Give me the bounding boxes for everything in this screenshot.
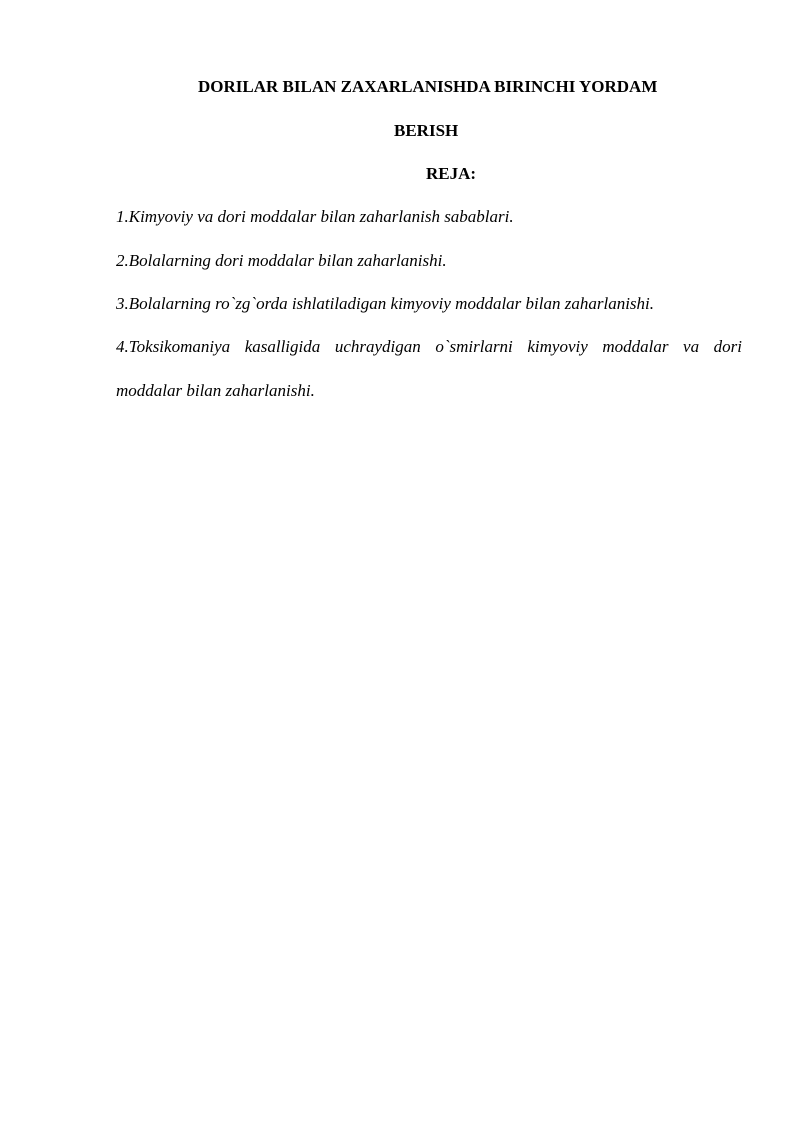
plan-heading: REJA: — [426, 164, 477, 183]
plan-item-1: 1.Kimyoviy va dori moddalar bilan zaharlanish sabablari. — [116, 207, 514, 226]
document-title-line-2: BERISH — [394, 121, 459, 140]
plan-item-2: 2.Bolalarning dori moddalar bilan zaharlanishi. — [116, 251, 447, 270]
plan-item-3: 3.Bolalarning ro`zg`orda ishlatiladigan kimyoviy moddalar bilan zaharlanishi. — [116, 294, 655, 313]
document-title-line-1: DORILAR BILAN ZAXARLANISHDA BIRINCHI YORDAM — [198, 77, 658, 96]
plan-item-4-line-1: 4.Toksikomaniya kasalligida uchraydigan o`smirlarni kimyoviy moddalar va dori — [116, 337, 742, 356]
plan-item-4-line-2: moddalar bilan zaharlanishi. — [116, 381, 315, 400]
